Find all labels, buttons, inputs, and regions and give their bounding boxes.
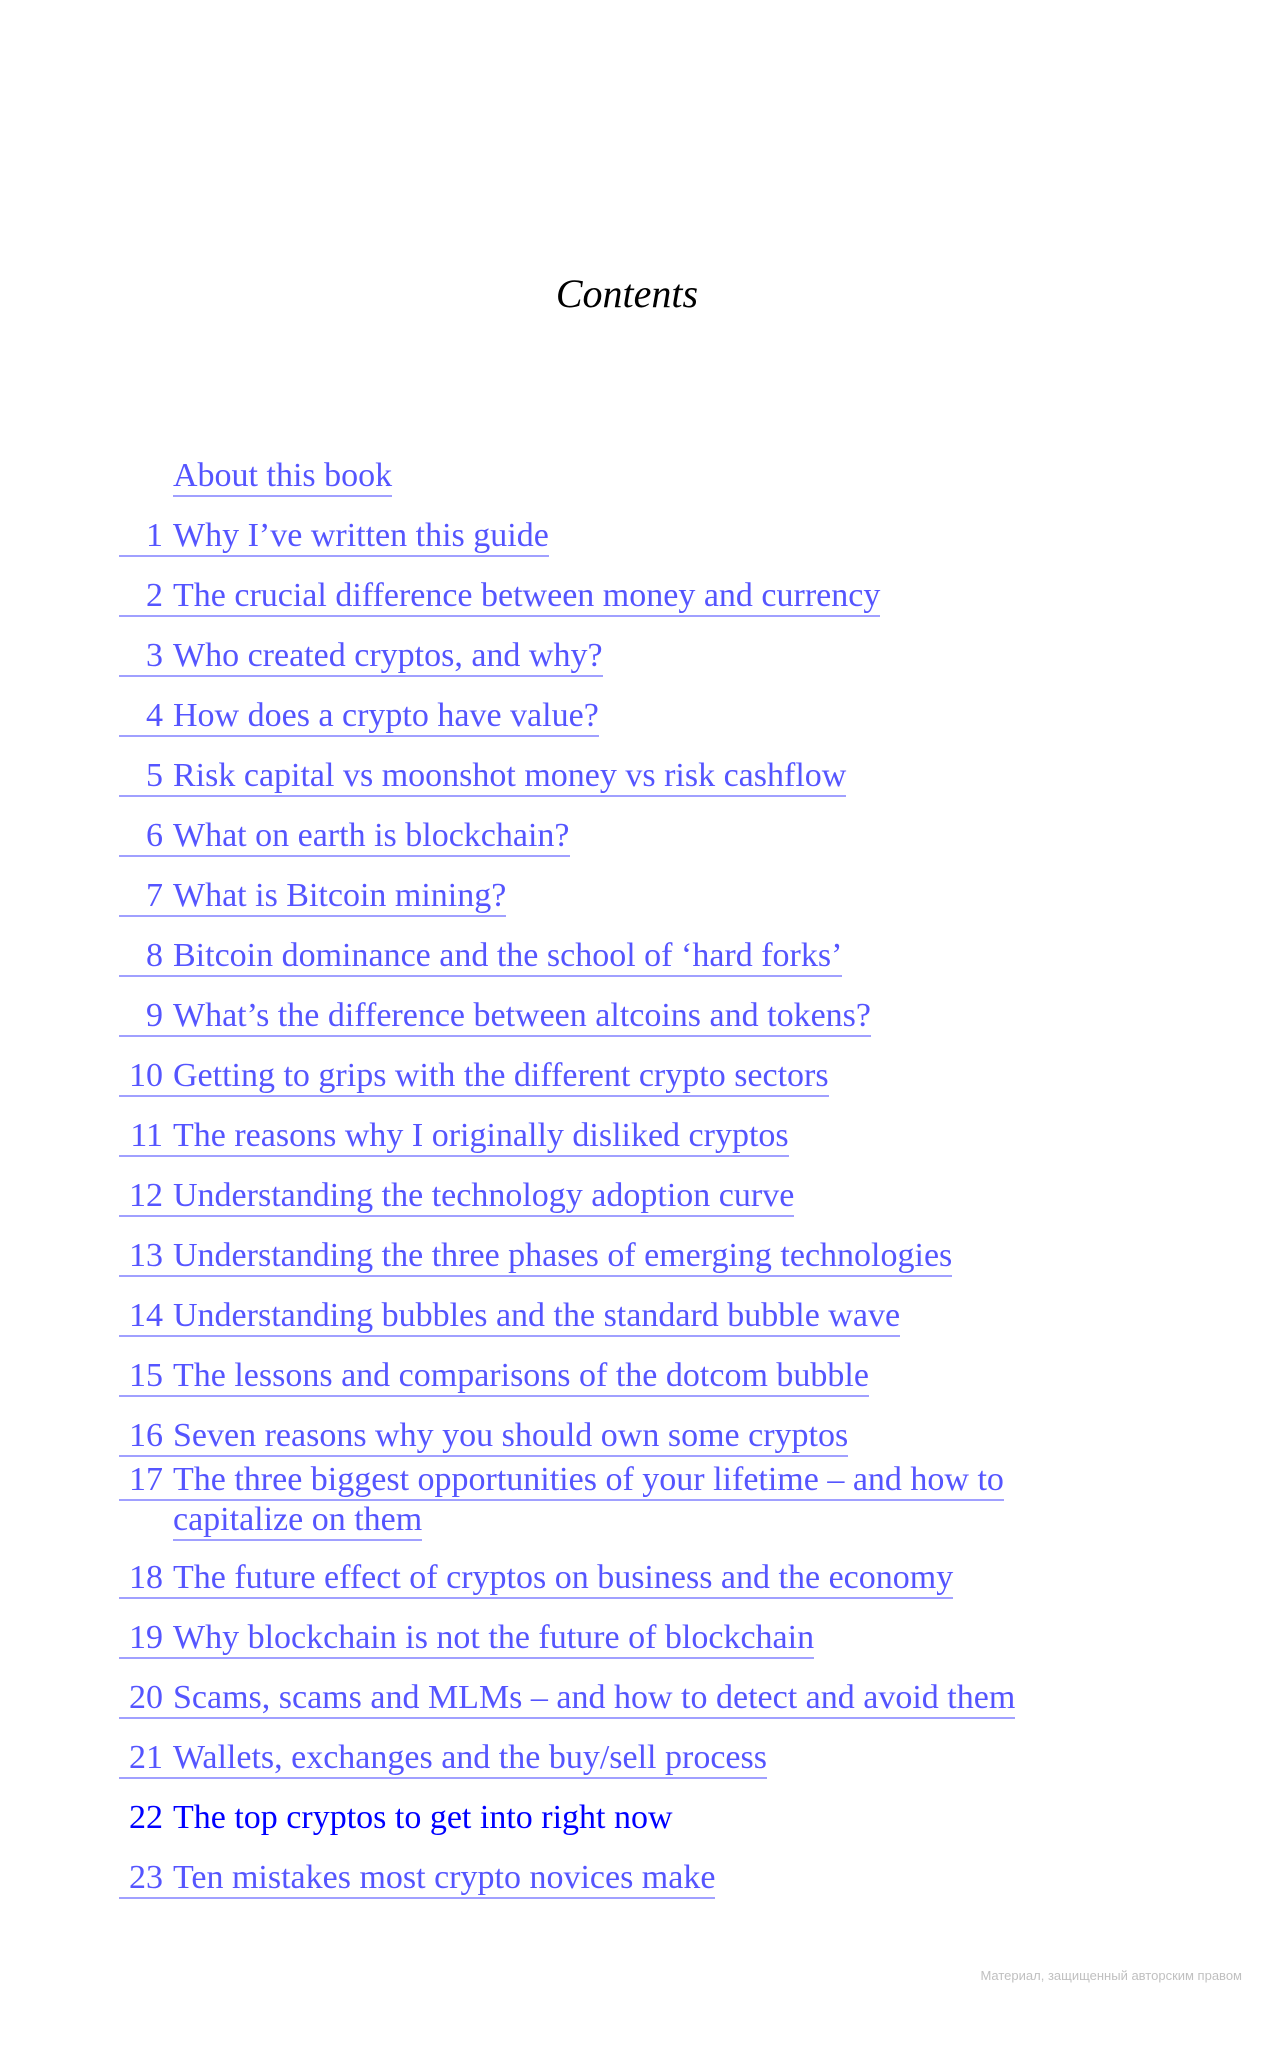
- chapter-number: 21: [129, 1739, 163, 1776]
- chapter-number: 19: [129, 1619, 163, 1656]
- toc-entry[interactable]: [119, 741, 846, 797]
- chapter-title: Ten mistakes most crypto novices make: [173, 1859, 716, 1896]
- chapter-title: The future effect of cryptos on business and the economy: [173, 1559, 954, 1596]
- toc-entry[interactable]: [119, 1041, 829, 1097]
- chapter-title: The lessons and comparisons of the dotcom bubble: [173, 1357, 869, 1394]
- chapter-number: 13: [129, 1237, 163, 1274]
- chapter-title: Understanding bubbles and the standard bubble wave: [173, 1297, 901, 1334]
- chapter-number: 23: [129, 1859, 163, 1896]
- chapter-number: 6: [146, 817, 163, 854]
- chapter-title: Who created cryptos, and why?: [173, 637, 603, 674]
- chapter-title: What on earth is blockchain?: [173, 817, 570, 854]
- chapter-number: 2: [146, 577, 163, 614]
- chapter-title: The three biggest opportunities of your lifetime – and how to: [173, 1461, 1004, 1498]
- chapter-number: 17: [129, 1461, 163, 1498]
- toc-entry[interactable]: [119, 1221, 952, 1277]
- chapter-number: 7: [146, 877, 163, 914]
- chapter-number: 15: [129, 1357, 163, 1394]
- table-of-contents: [0, 443, 1280, 1903]
- toc-entry[interactable]: [119, 981, 871, 1037]
- toc-entry[interactable]: [119, 1543, 953, 1599]
- chapter-title: Getting to grips with the different crypto sectors: [173, 1057, 829, 1094]
- chapter-title: What is Bitcoin mining?: [173, 877, 507, 914]
- toc-entry[interactable]: [119, 1723, 767, 1779]
- chapter-number: 3: [146, 637, 163, 674]
- toc-entry[interactable]: [119, 1663, 1015, 1719]
- toc-entry[interactable]: [119, 801, 570, 857]
- chapter-title: The crucial difference between money and currency: [173, 577, 881, 614]
- chapter-title: Risk capital vs moonshot money vs risk cashflow: [173, 757, 847, 794]
- chapter-number: 14: [129, 1297, 163, 1334]
- chapter-title-continued: capitalize on them: [173, 1501, 422, 1541]
- spacer: [163, 1461, 173, 1499]
- chapter-number: 12: [129, 1177, 163, 1214]
- chapter-number: 4: [146, 697, 163, 734]
- chapter-number: 10: [129, 1057, 163, 1094]
- toc-entry[interactable]: [119, 1161, 794, 1217]
- chapter-title: Wallets, exchanges and the buy/sell process: [173, 1739, 767, 1776]
- chapter-number: 9: [146, 997, 163, 1034]
- chapter-number: 18: [129, 1559, 163, 1596]
- chapter-number: 22: [129, 1799, 163, 1836]
- chapter-number: 1: [146, 517, 163, 554]
- toc-entry[interactable]: [119, 1603, 814, 1659]
- chapter-title: About this book: [173, 457, 392, 497]
- chapter-title: How does a crypto have value?: [173, 697, 599, 734]
- toc-entry[interactable]: [119, 1341, 869, 1397]
- chapter-number: 20: [129, 1679, 163, 1716]
- chapter-title: Why blockchain is not the future of blockchain: [173, 1619, 815, 1656]
- toc-entry[interactable]: [119, 621, 603, 677]
- toc-entry[interactable]: [119, 1461, 1004, 1541]
- toc-entry[interactable]: [119, 443, 392, 497]
- toc-entry[interactable]: [119, 861, 506, 917]
- toc-entry[interactable]: [119, 501, 549, 557]
- toc-entry[interactable]: [119, 561, 880, 617]
- chapter-title: Understanding the technology adoption curve: [173, 1177, 795, 1214]
- chapter-title: Scams, scams and MLMs – and how to detect and avoid them: [173, 1679, 1016, 1716]
- chapter-title: Seven reasons why you should own some cryptos: [173, 1417, 849, 1454]
- chapter-number: 5: [146, 757, 163, 794]
- chapter-title: Understanding the three phases of emerging technologies: [173, 1237, 953, 1274]
- toc-entry[interactable]: [119, 1783, 673, 1839]
- chapter-number: 11: [130, 1117, 163, 1154]
- chapter-number: 8: [146, 937, 163, 974]
- toc-entry[interactable]: [119, 921, 842, 977]
- chapter-title: The reasons why I originally disliked cryptos: [173, 1117, 789, 1154]
- chapter-title: Why I’ve written this guide: [173, 517, 549, 554]
- chapter-title: The top cryptos to get into right now: [173, 1799, 673, 1836]
- toc-entry[interactable]: [119, 1281, 900, 1337]
- copyright-notice: Материал, защищенный авторским правом: [980, 1968, 1242, 1983]
- toc-entry[interactable]: [119, 681, 599, 737]
- chapter-title: What’s the difference between altcoins and tokens?: [173, 997, 871, 1034]
- page-title: Contents: [555, 271, 699, 316]
- chapter-title: Bitcoin dominance and the school of ‘hard forks’: [173, 937, 843, 974]
- toc-entry[interactable]: [119, 1401, 848, 1457]
- toc-entry[interactable]: [119, 1101, 789, 1157]
- toc-entry[interactable]: [119, 1843, 715, 1899]
- chapter-number: 16: [129, 1417, 163, 1454]
